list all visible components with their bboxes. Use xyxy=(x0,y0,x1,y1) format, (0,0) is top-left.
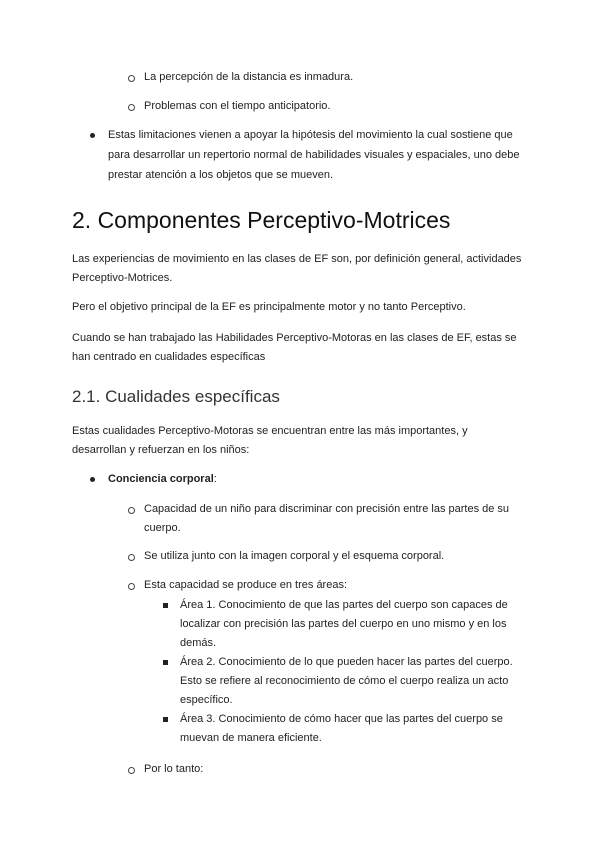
list-item-line: Área 1. Conocimiento de que las partes del cuerpo son capaces de xyxy=(180,599,508,611)
paragraph-line: Pero el objetivo principal de la EF es principalmente motor y no tanto Perceptivo. xyxy=(72,301,466,313)
hollow-bullet-icon xyxy=(128,767,135,774)
bold-term: Conciencia corporal xyxy=(108,473,214,485)
list-item: La percepción de la distancia es inmadura. xyxy=(144,71,354,83)
list-item: Se utiliza junto con la imagen corporal y el esquema corporal. xyxy=(144,550,445,562)
list-item: Problemas con el tiempo anticipatorio. xyxy=(144,100,331,112)
list-item-line: Área 3. Conocimiento de cómo hacer que las partes del cuerpo se xyxy=(180,713,503,725)
list-item-line: demás. xyxy=(180,637,217,649)
subsection-heading: 2.1. Cualidades específicas xyxy=(72,387,280,406)
hollow-bullet-icon xyxy=(128,507,135,514)
colon: : xyxy=(213,473,217,485)
paragraph-line: desarrollan y refuerzan en los niños: xyxy=(72,444,250,456)
bullet-icon xyxy=(90,477,95,482)
list-item-line: para desarrollar un repertorio normal de habilidades visuales y espaciales, uno debe xyxy=(108,149,520,161)
list-item-line: cuerpo. xyxy=(144,522,181,534)
hollow-bullet-icon xyxy=(128,554,135,561)
list-item-line: Capacidad de un niño para discriminar con precisión entre las partes de su xyxy=(144,503,510,515)
list-item: Esta capacidad se produce en tres áreas: xyxy=(144,579,348,591)
paragraph-line: Cuando se han trabajado las Habilidades Perceptivo-Motoras en las clases de EF, estas se xyxy=(72,332,517,344)
list-item-line: localizar con precisión las partes del cuerpo en uno mismo y en los xyxy=(180,618,507,630)
list-item-line: Esto se refiere al reconocimiento de cómo el cuerpo realiza un acto xyxy=(180,675,509,687)
square-bullet-icon xyxy=(163,717,168,722)
bullet-icon xyxy=(90,133,95,138)
hollow-bullet-icon xyxy=(128,75,135,82)
list-item: Por lo tanto: xyxy=(144,763,204,775)
square-bullet-icon xyxy=(163,660,168,665)
list-item xyxy=(108,470,217,489)
list-item-line: Estas limitaciones vienen a apoyar la hipótesis del movimiento la cual sostiene que xyxy=(108,129,513,141)
list-item-line: específico. xyxy=(180,694,233,706)
hollow-bullet-icon xyxy=(128,104,135,111)
square-bullet-icon xyxy=(163,603,168,608)
list-item-line: Área 2. Conocimiento de lo que pueden hacer las partes del cuerpo. xyxy=(180,656,513,668)
section-heading: 2. Componentes Perceptivo-Motrices xyxy=(72,207,451,233)
paragraph-line: Perceptivo-Motrices. xyxy=(72,272,173,284)
hollow-bullet-icon xyxy=(128,583,135,590)
list-item-line: prestar atención a los objetos que se mueven. xyxy=(108,169,334,181)
paragraph-line: han centrado en cualidades específicas xyxy=(72,351,266,363)
list-item-line: muevan de manera eficiente. xyxy=(180,732,322,744)
paragraph-line: Estas cualidades Perceptivo-Motoras se encuentran entre las más importantes, y xyxy=(72,425,468,437)
paragraph-line: Las experiencias de movimiento en las clases de EF son, por definición general, actividades xyxy=(72,253,522,265)
